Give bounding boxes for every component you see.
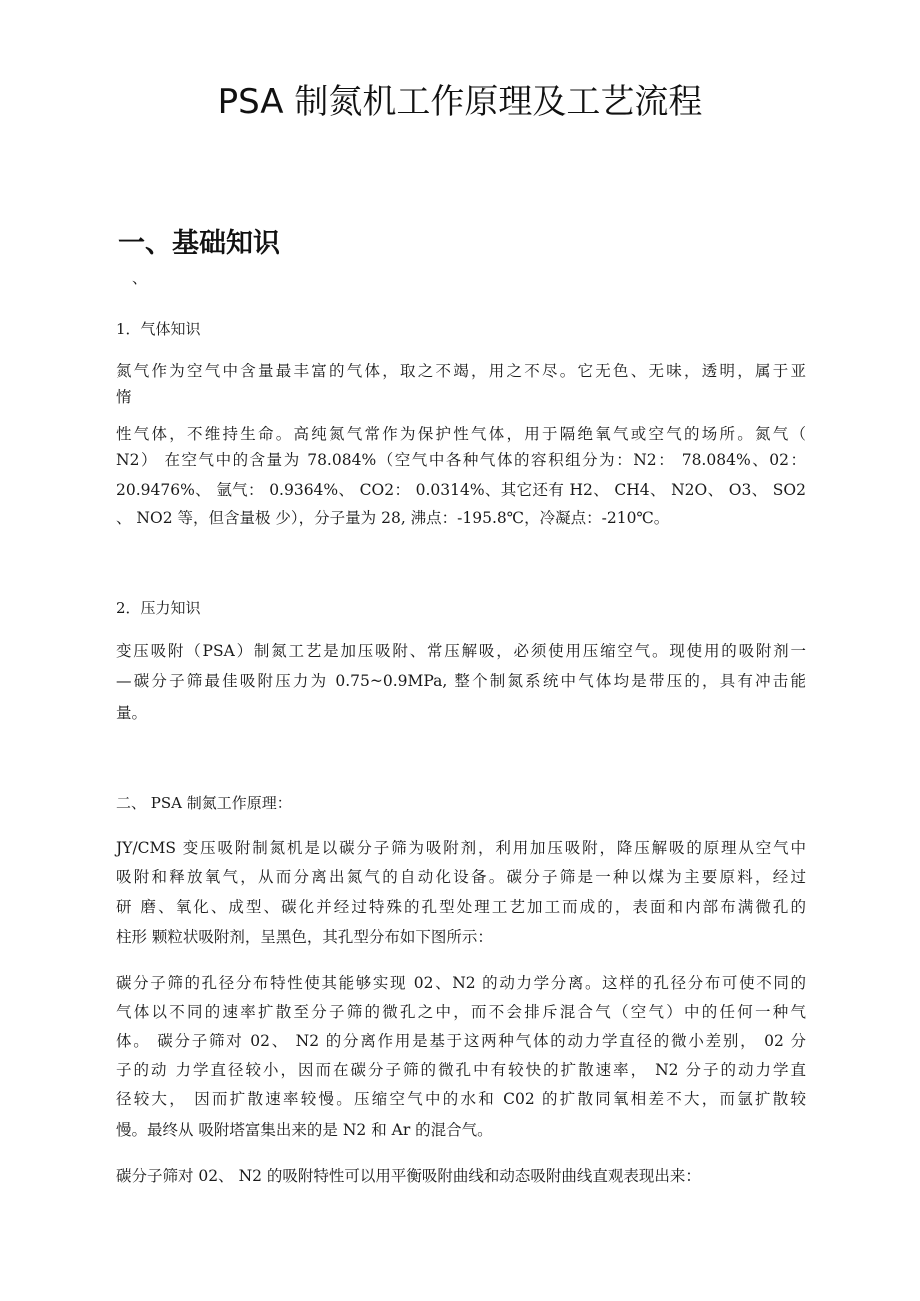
sub1-line: 氮气作为空气中含量最丰富的气体，取之不竭，用之不尽。它无色、无味，透明，属于亚 — [116, 362, 806, 380]
section2-para2-line: 碳分子筛的孔径分布特性使其能够实现 02、N2 的动力学分离。这样的孔径分布可使不同的 — [116, 974, 806, 992]
sub2-title: 2．压力知识 — [116, 599, 201, 617]
section2-para1-line: JY/CMS 变压吸附制氮机是以碳分子筛为吸附剂，利用加压吸附，降压解吸的原理从空气中 — [116, 839, 806, 857]
section2-heading: 二、 PSA 制氮工作原理： — [116, 794, 292, 812]
section2-para2-line: 体。 碳分子筛对 02、 N2 的分离作用是基于这两种气体的动力学直径的微小差别， 02 分 — [116, 1032, 806, 1050]
sub2-line: 量。 — [116, 704, 148, 722]
sub1-line: N2） 在空气中的含量为 78.084%（空气中各种气体的容积组分为：N2： 78.084%、02： — [116, 451, 806, 469]
section2-para3-line: 碳分子筛对 02、 N2 的吸附特性可以用平衡吸附曲线和动态吸附曲线直观表现出来： — [116, 1167, 701, 1185]
sub2-line: —碳分子筛最佳吸附压力为 0.75~0.9MPa, 整个制氮系统中气体均是带压的，具有冲击能 — [116, 672, 806, 690]
section1-heading-mark: 、 — [132, 269, 148, 287]
sub1-line: 惰 — [116, 388, 132, 406]
section2-para2-line: 气体以不同的速率扩散至分子筛的微孔之中，而不会排斥混合气（空气）中的任何一种气 — [116, 1003, 806, 1021]
section2-para2-line: 子的动 力学直径较小，因而在碳分子筛的微孔中有较快的扩散速率， N2 分子的动力学直 — [116, 1061, 806, 1079]
sub2-line: 变压吸附（PSA）制氮工艺是加压吸附、常压解吸，必须使用压缩空气。现使用的吸附剂一 — [116, 642, 806, 660]
section2-para1-line: 吸附和释放氧气，从而分离出氮气的自动化设备。碳分子筛是一种以煤为主要原料，经过 — [116, 868, 806, 886]
sub1-line: 性气体，不维持生命。高纯氮气常作为保护性气体，用于隔绝氧气或空气的场所。氮气（ — [116, 425, 806, 443]
sub1-line: 20.9476%、 氩气： 0.9364%、 CO2： 0.0314%、其它还有 H2、 CH4、 N2O、 O3、 SO2 — [116, 481, 806, 499]
section2-para1-line: 柱形 颗粒状吸附剂，呈黑色，其孔型分布如下图所示： — [116, 928, 493, 946]
document-title: PSA 制氮机工作原理及工艺流程 — [217, 82, 703, 122]
section2-para1-line: 研 磨、氧化、成型、碳化并经过特殊的孔型处理工艺加工而成的，表面和内部布满微孔的 — [116, 898, 806, 916]
sub1-line: 、 NO2 等，但含量极 少），分子量为 28, 沸点：-195.8℃，冷凝点：-210℃。 — [116, 509, 670, 527]
section2-para2-line: 径较大， 因而扩散速率较慢。压缩空气中的水和 C02 的扩散同氧相差不大，而氩扩散较 — [116, 1090, 806, 1108]
section2-para2-line: 慢。最终从 吸附塔富集出来的是 N2 和 Ar 的混合气。 — [116, 1121, 493, 1139]
section1-heading: 一、基础知识 — [118, 228, 280, 259]
sub1-title: 1．气体知识 — [116, 320, 201, 338]
